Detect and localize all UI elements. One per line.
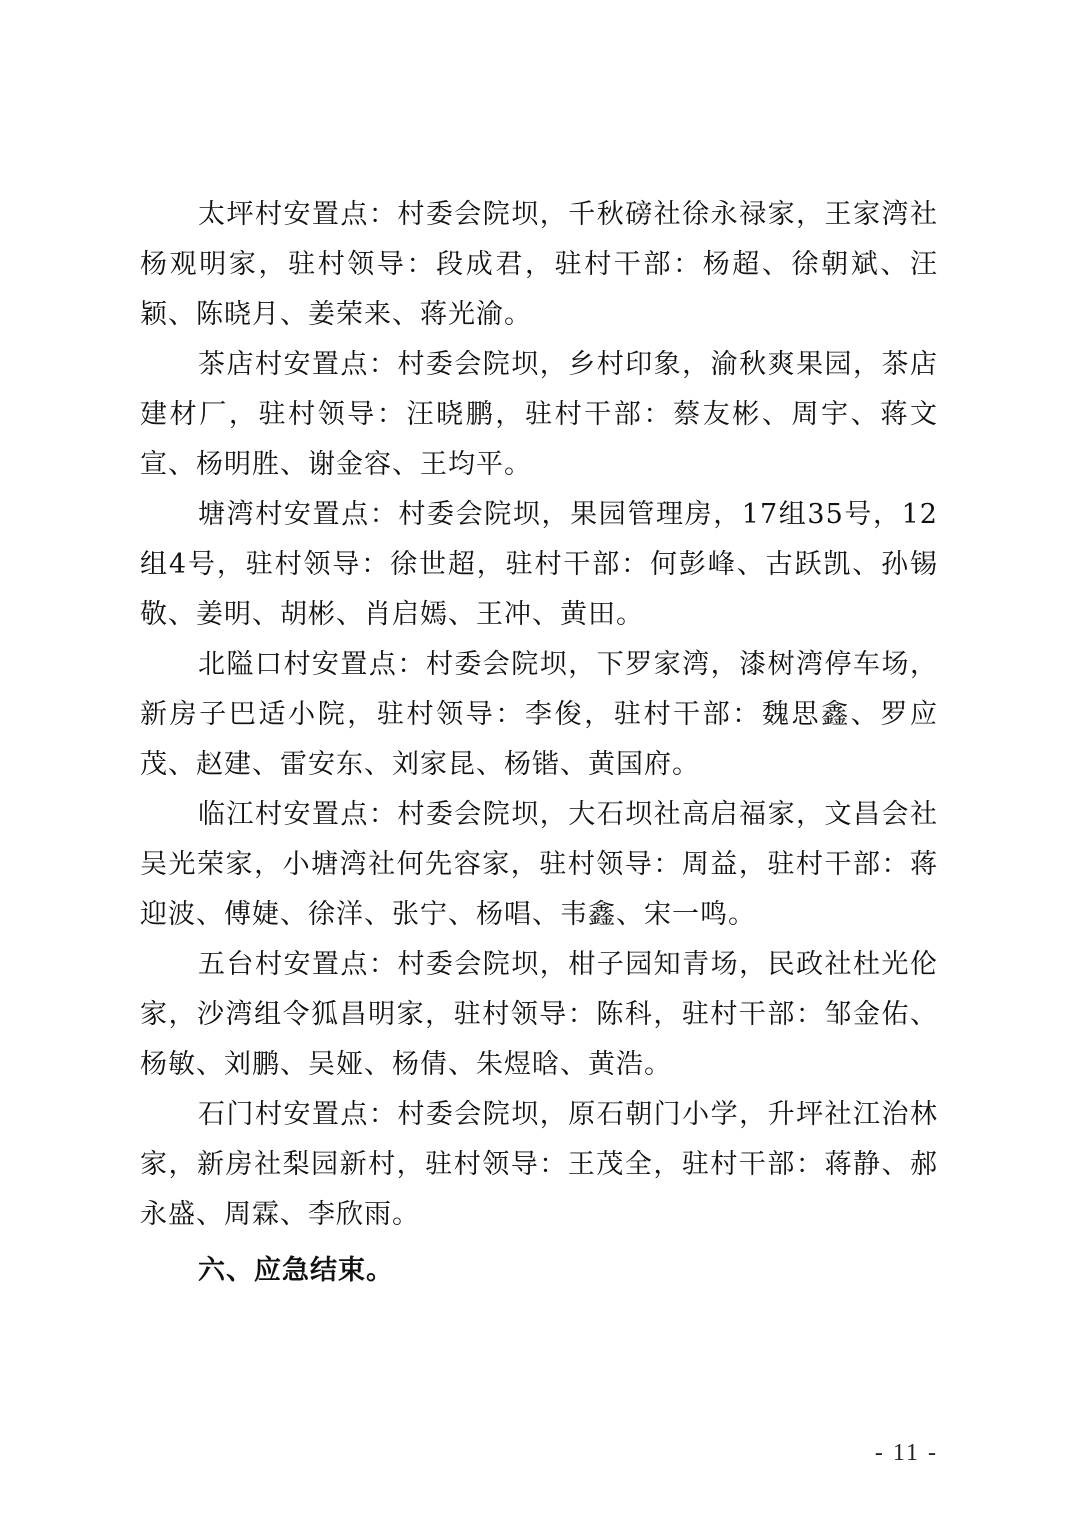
page-number: - 11 - [874,1440,938,1466]
paragraph-tangwan-village: 塘湾村安置点：村委会院坝，果园管理房，17组35号，12组4号，驻村领导：徐世超，驻村干部：何彭峰、古跃凯、孙锡敬、姜明、胡彬、肖启嫣、王冲、黄田。 [140,499,938,630]
paragraph-taiping-village: 太坪村安置点：村委会院坝，千秋磅社徐永禄家，王家湾社杨观明家，驻村领导：段成君，驻村干部：杨超、徐朝斌、汪颖、陈晓月、姜荣来、蒋光渝。 [140,199,938,330]
paragraph-wutai-village: 五台村安置点：村委会院坝，柑子园知青场，民政社杜光伦家，沙湾组令狐昌明家，驻村领导：陈科，驻村干部：邹金佑、杨敏、刘鹏、吴娅、杨倩、朱煜晗、黄浩。 [140,949,938,1080]
paragraph-beiaikou-village: 北隘口村安置点：村委会院坝，下罗家湾，漆树湾停车场，新房子巴适小院，驻村领导：李俊，驻村干部：魏思鑫、罗应茂、赵建、雷安东、刘家昆、杨锴、黄国府。 [140,649,938,780]
document-body [140,190,938,1296]
paragraph-linjiang-village: 临江村安置点：村委会院坝，大石坝社高启福家，文昌会社吴光荣家，小塘湾社何先容家，驻村领导：周益，驻村干部：蒋迎波、傅婕、徐洋、张宁、杨唱、韦鑫、宋一鸣。 [140,799,938,930]
section-heading: 六、应急结束。 [198,1255,394,1286]
paragraph-shimen-village: 石门村安置点：村委会院坝，原石朝门小学，升坪社江治林家，新房社梨园新村，驻村领导：王茂全，驻村干部：蒋静、郝永盛、周霖、李欣雨。 [140,1099,938,1230]
paragraph-chadian-village: 茶店村安置点：村委会院坝，乡村印象，渝秋爽果园，茶店建材厂，驻村领导：汪晓鹏，驻村干部：蔡友彬、周宇、蒋文宣、杨明胜、谢金容、王均平。 [140,349,938,480]
